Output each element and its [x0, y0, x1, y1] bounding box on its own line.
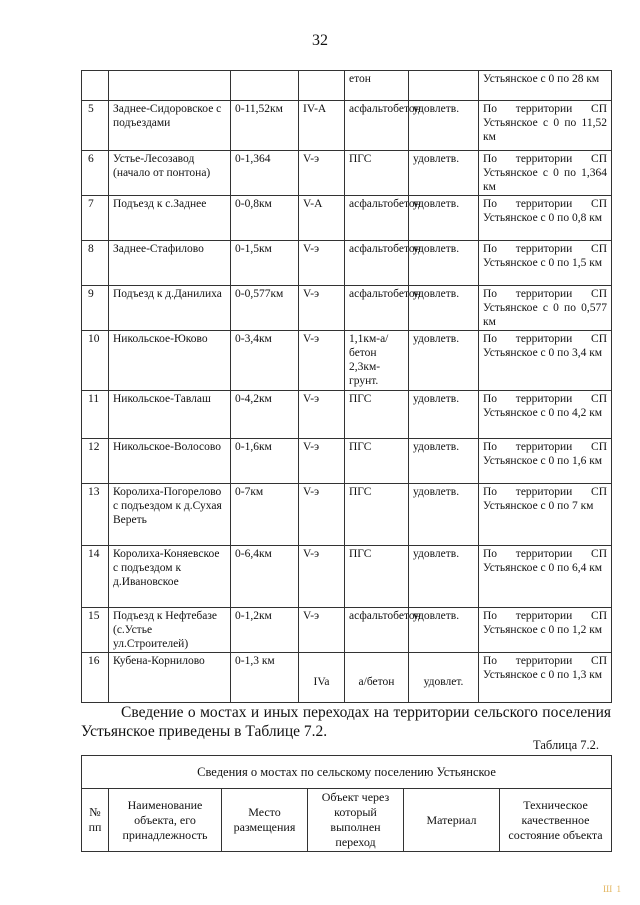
road-material-cell: ПГС — [345, 151, 409, 196]
table-row — [82, 241, 612, 286]
road-category-cell — [299, 71, 345, 101]
header-cell: Техническое качественное состояние объекта — [500, 789, 612, 852]
road-name-cell: Королиха-Коняевское с подъездом к д.Ивановское — [109, 546, 231, 608]
road-category-cell: V-э — [299, 286, 345, 331]
road-name-cell: Подъезд к Нефтебазе (с.Устье ул.Строителей) — [109, 608, 231, 653]
road-length-cell: 0-0,8км — [231, 196, 299, 241]
road-condition-cell: удовлетв. — [409, 331, 479, 391]
road-name-cell: Устье-Лесозавод (начало от понтона) — [109, 151, 231, 196]
header-cell: Объект через который выполнен переход — [308, 789, 404, 852]
road-name-cell: Никольское-Юково — [109, 331, 231, 391]
road-material-cell: а/бетон — [345, 653, 409, 703]
table-row — [82, 286, 612, 331]
road-category-cell: IVa — [299, 653, 345, 703]
table-row — [82, 546, 612, 608]
road-length-cell: 0-1,364 — [231, 151, 299, 196]
table-row — [82, 331, 612, 391]
corner-stamp: Ш 1 — [603, 884, 622, 894]
table-row — [82, 196, 612, 241]
road-description-cell: По территории СП Устьянское с 0 по 3,4 км — [479, 331, 612, 391]
road-number-cell: 10 — [82, 331, 109, 391]
road-description-cell: По территории СП Устьянское с 0 по 1,5 км — [479, 241, 612, 286]
header-cell: Материал — [404, 789, 500, 852]
road-name-cell: Заднее-Сидоровское с подъездами — [109, 101, 231, 151]
road-condition-cell: удовлет. — [409, 653, 479, 703]
table-row — [82, 71, 612, 101]
road-number-cell: 14 — [82, 546, 109, 608]
road-material-cell: асфальтобетон — [345, 101, 409, 151]
road-number-cell: 12 — [82, 439, 109, 484]
road-material-cell: етон — [345, 71, 409, 101]
road-condition-cell: удовлетв. — [409, 439, 479, 484]
road-name-cell: Кубена-Корнилово — [109, 653, 231, 703]
road-material-cell: 1,1км-а/бетон 2,3км-грунт. — [345, 331, 409, 391]
road-description-cell: По территории СП Устьянское с 0 по 11,52 км — [479, 101, 612, 151]
road-number-cell — [82, 71, 109, 101]
road-length-cell: 0-1,3 км — [231, 653, 299, 703]
road-description-cell: По территории СП Устьянское с 0 по 0,8 км — [479, 196, 612, 241]
table-row — [82, 484, 612, 546]
road-length-cell: 0-0,577км — [231, 286, 299, 331]
road-condition-cell: удовлетв. — [409, 196, 479, 241]
road-condition-cell: удовлетв. — [409, 484, 479, 546]
road-length-cell: 0-4,2км — [231, 391, 299, 439]
road-name-cell: Никольское-Волосово — [109, 439, 231, 484]
road-number-cell: 8 — [82, 241, 109, 286]
road-length-cell — [231, 71, 299, 101]
road-number-cell: 15 — [82, 608, 109, 653]
road-category-cell: V-э — [299, 546, 345, 608]
road-length-cell: 0-1,2км — [231, 608, 299, 653]
table-row — [82, 151, 612, 196]
table-row — [82, 608, 612, 653]
road-number-cell: 13 — [82, 484, 109, 546]
road-description-cell: По территории СП Устьянское с 0 по 4,2 км — [479, 391, 612, 439]
table-row — [82, 391, 612, 439]
road-description-cell: По территории СП Устьянское с 0 по 7 км — [479, 484, 612, 546]
header-cell: Наименование объекта, его принадлежность — [109, 789, 222, 852]
page-number: 32 — [312, 32, 328, 49]
table-row — [82, 653, 612, 703]
road-category-cell: V-э — [299, 439, 345, 484]
roads-table — [81, 70, 612, 703]
road-category-cell: V-э — [299, 331, 345, 391]
table-row — [82, 101, 612, 151]
road-condition-cell: удовлетв. — [409, 391, 479, 439]
road-category-cell: V-э — [299, 608, 345, 653]
road-number-cell: 16 — [82, 653, 109, 703]
road-description-cell: По территории СП Устьянское с 0 по 0,577 км — [479, 286, 612, 331]
road-description-cell: По территории СП Устьянское с 0 по 1,364 км — [479, 151, 612, 196]
road-length-cell: 0-7км — [231, 484, 299, 546]
road-length-cell: 0-6,4км — [231, 546, 299, 608]
road-material-cell: асфальтобетон — [345, 286, 409, 331]
road-category-cell: IV-А — [299, 101, 345, 151]
road-number-cell: 9 — [82, 286, 109, 331]
road-material-cell: ПГС — [345, 546, 409, 608]
bridges-table-title: Сведения о мостах по сельскому поселению Устьянское — [82, 756, 612, 789]
road-description-cell: По территории СП Устьянское с 0 по 1,3 км — [479, 653, 612, 703]
road-length-cell: 0-3,4км — [231, 331, 299, 391]
road-length-cell: 0-1,6км — [231, 439, 299, 484]
road-length-cell: 0-1,5км — [231, 241, 299, 286]
bridges-table — [81, 755, 612, 852]
road-material-cell: ПГС — [345, 391, 409, 439]
road-material-cell: асфальтобетон — [345, 196, 409, 241]
road-category-cell: V-э — [299, 241, 345, 286]
road-condition-cell: удовлетв. — [409, 546, 479, 608]
header-cell: № пп — [82, 789, 109, 852]
road-condition-cell: удовлетв. — [409, 241, 479, 286]
road-name-cell: Подъезд к д.Данилиха — [109, 286, 231, 331]
road-category-cell: V-А — [299, 196, 345, 241]
road-condition-cell: удовлетв. — [409, 286, 479, 331]
road-name-cell — [109, 71, 231, 101]
road-number-cell: 11 — [82, 391, 109, 439]
road-description-cell: По территории СП Устьянское с 0 по 6,4 км — [479, 546, 612, 608]
road-category-cell: V-э — [299, 484, 345, 546]
table-caption: Таблица 7.2. — [533, 738, 599, 752]
road-category-cell: V-э — [299, 151, 345, 196]
road-description-cell: По территории СП Устьянское с 0 по 1,2 км — [479, 608, 612, 653]
road-category-cell: V-э — [299, 391, 345, 439]
road-description-cell: Устьянское с 0 по 28 км — [479, 71, 612, 101]
road-number-cell: 5 — [82, 101, 109, 151]
road-number-cell: 6 — [82, 151, 109, 196]
road-condition-cell — [409, 71, 479, 101]
road-number-cell: 7 — [82, 196, 109, 241]
road-name-cell: Никольское-Тавлаш — [109, 391, 231, 439]
road-material-cell: асфальтобетон — [345, 241, 409, 286]
header-cell: Место размещения — [222, 789, 308, 852]
road-condition-cell: удовлетв. — [409, 151, 479, 196]
road-name-cell: Королиха-Погорелово с подъездом к д.Сухая Вереть — [109, 484, 231, 546]
road-name-cell: Заднее-Стафилово — [109, 241, 231, 286]
road-description-cell: По территории СП Устьянское с 0 по 1,6 км — [479, 439, 612, 484]
road-material-cell: асфальтобетон — [345, 608, 409, 653]
road-condition-cell: удовлетв. — [409, 101, 479, 151]
road-length-cell: 0-11,52км — [231, 101, 299, 151]
bridges-intro-paragraph: Сведение о мостах и иных переходах на территории сельского поселения Устьянское приведены в Таблице 7.2. — [81, 704, 611, 740]
bridges-header-row — [82, 789, 612, 852]
road-condition-cell: удовлетв. — [409, 608, 479, 653]
table-row — [82, 439, 612, 484]
road-material-cell: ПГС — [345, 439, 409, 484]
road-material-cell: ПГС — [345, 484, 409, 546]
road-name-cell: Подъезд к с.Заднее — [109, 196, 231, 241]
